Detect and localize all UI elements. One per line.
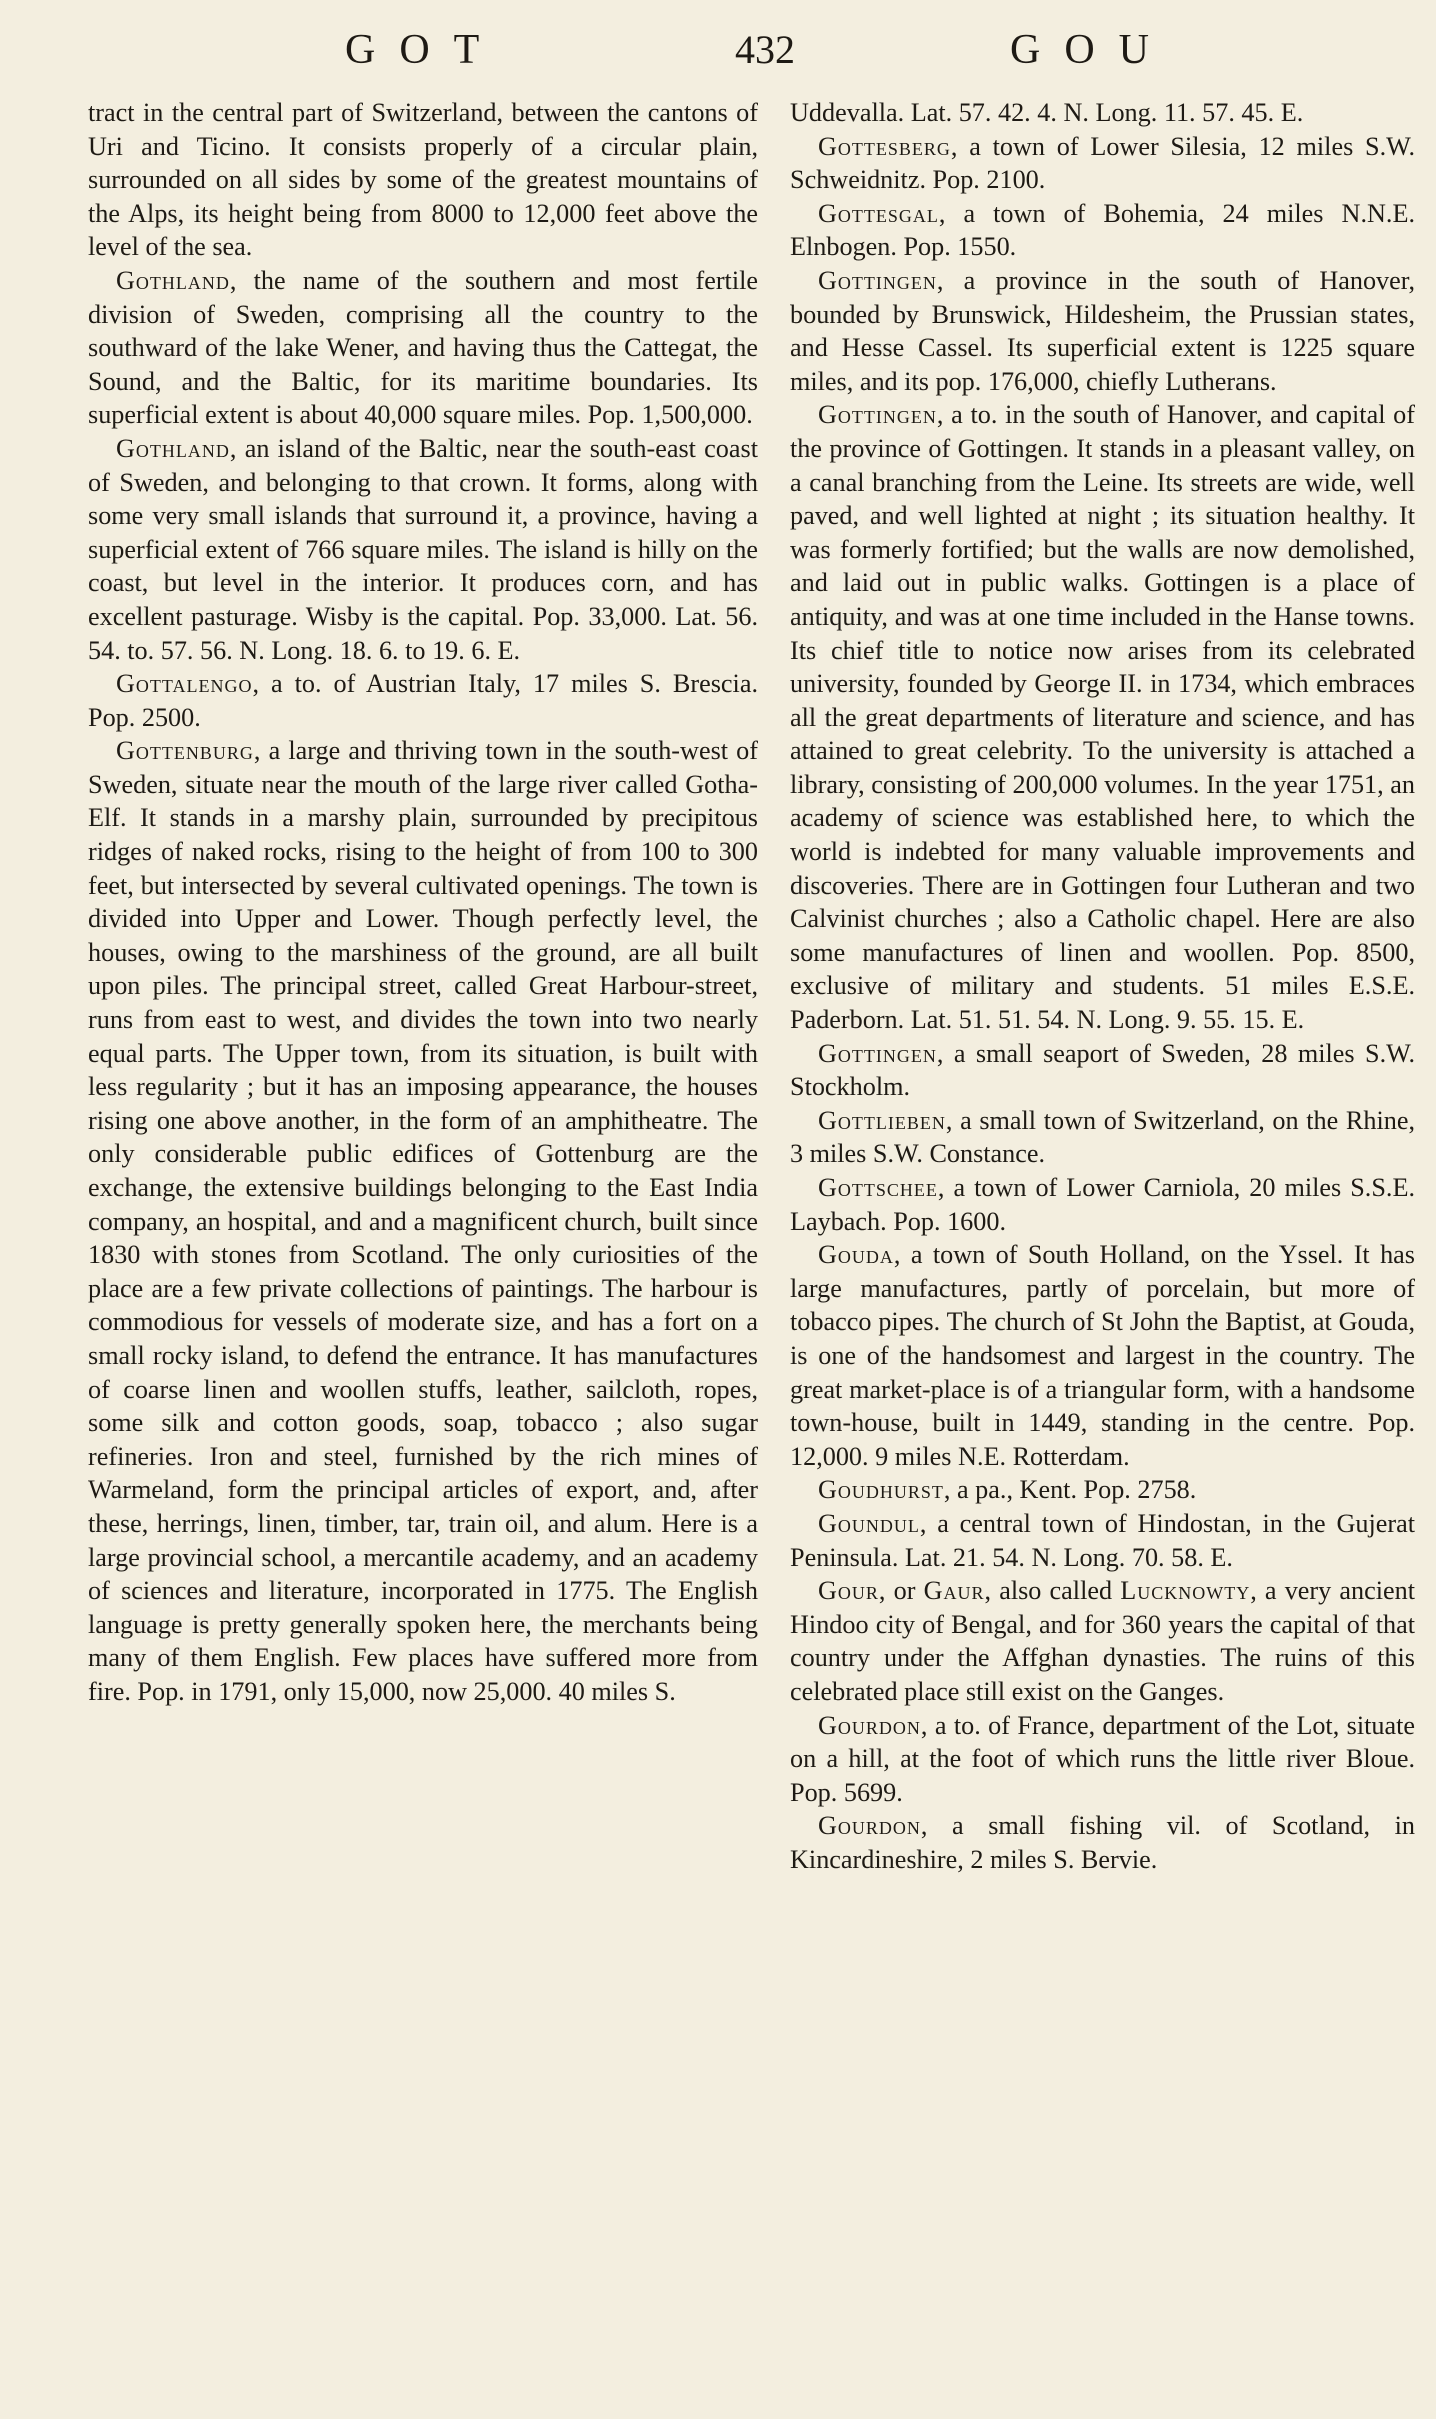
entry-headword: Gottschee (818, 1173, 938, 1202)
entry-text: , a pa., Kent. Pop. 2758. (943, 1475, 1197, 1505)
entry-gourdon-france (790, 1709, 1415, 1810)
entry-gottlieben (790, 1104, 1415, 1171)
entry-gothland-island (88, 432, 758, 667)
entry-headword: Gothland (116, 433, 230, 463)
entry-gottenburg (88, 734, 758, 1708)
entry-text: , a town of Lower Silesia, 12 miles S.W. Schweidnitz. Pop. 2100. (790, 131, 1415, 195)
entry-headword: Goundul (818, 1508, 920, 1538)
entry-gouda (790, 1238, 1415, 1473)
entry-headword: Gour (818, 1576, 879, 1606)
entry-text: , a to. of Austrian Italy, 17 miles S. Brescia. Pop. 2500. (88, 669, 758, 732)
entry-headword: Gottingen (818, 400, 937, 430)
entry-headword: Gottenburg (116, 736, 254, 766)
entry-text: Uddevalla. Lat. 57. 42. 4. N. Long. 11. 57. 45. E. (790, 98, 1304, 127)
entry-text: , a to. of France, department of the Lot, situate on a hill, at the foot of which runs the little river Bloue. Pop. 5699. (790, 1710, 1415, 1807)
entry-text: , a town of Lower Carniola, 20 miles S.S.E. Laybach. Pop. 1600. (790, 1173, 1415, 1236)
entry-headword: Gourdon (818, 1811, 921, 1841)
entry-text: , a town of Bohemia, 24 miles N.N.E. Elnbogen. Pop. 1550. (790, 198, 1415, 262)
entry-headword: Gottesberg (818, 131, 951, 161)
entry-headword: Gottesgal (818, 198, 939, 228)
entry-gourdon-scotland (790, 1809, 1415, 1876)
entry-headword: Gothland (116, 265, 230, 295)
right-column (790, 96, 1415, 1876)
entry-headword-alt: Gaur (923, 1576, 985, 1606)
entry-text: , a town of South Holland, on the Yssel. It has large manufactures, partly of porcelain, but more of tobacco pipes. The church of St John the Baptist, at Gouda, is one of the handsomest and largest in the country. The great market-place is of a triangular form, with a handsome town-house, built in 1449, standing in the centre. Pop. 12,000. 9 miles N.E. Rotterdam. (790, 1240, 1415, 1471)
entry-continuation (790, 96, 1415, 130)
entry-headword: Gottingen (818, 1038, 937, 1068)
entry-gottingen-town (790, 398, 1415, 1036)
entry-text: , an island of the Baltic, near the south-east coast of Sweden, and belonging to that crown. It forms, along with some very small islands that surround it, a province, having a superficial extent of 766 square miles. The island is hilly on the coast, but level in the interior. It produces corn, and has excellent pasturage. Wisby is the capital. Pop. 33,000. Lat. 56. 54. to. 57. 56. N. Long. 18. 6. to 19. 6. E. (88, 433, 758, 665)
entry-goundul (790, 1507, 1415, 1574)
entry-headword: Goudhurst (818, 1475, 944, 1505)
entry-gottingen-province (790, 264, 1415, 398)
entry-text: , a small town of Switzerland, on the Rhine, 3 miles S.W. Constance. (790, 1105, 1415, 1169)
entry-headword: Gourdon (818, 1710, 921, 1740)
left-column (88, 96, 758, 1709)
entry-gour (790, 1574, 1415, 1708)
entry-text: , a province in the south of Hanover, bounded by Brunswick, Hildesheim, the Prussian states, and Hesse Cassel. Its superficial extent is 1225 square miles, and its pop. 176,000, chiefly Lutherans. (790, 265, 1415, 396)
running-head-right: GOU (1010, 27, 1173, 73)
entry-text: , a very ancient Hindoo city of Bengal, and for 360 years the capital of that country under the Affghan dynasties. The ruins of this celebrated place still exist on the Ganges. (790, 1576, 1415, 1706)
entry-headword: Gottingen (818, 265, 937, 295)
entry-text: , a small seaport of Sweden, 28 miles S.W. Stockholm. (790, 1038, 1415, 1102)
entry-text: , a small fishing vil. of Scotland, in Kincardineshire, 2 miles S. Bervie. (790, 1811, 1415, 1874)
entry-gottschee (790, 1171, 1415, 1238)
entry-gottalengo (88, 667, 758, 734)
entry-headword-alt: Lucknowty (1120, 1576, 1251, 1606)
entry-text: , or (878, 1576, 924, 1606)
entry-text: , a to. in the south of Hanover, and capital of the province of Gottingen. It stands in a pleasant valley, on a canal branching from the Leine. Its streets are wide, well paved, and well lighted at night ; its situation healthy. It was formerly fortified; but the walls are now demolished, and laid out in public walks. Gottingen is a place of antiquity, and was at one time included in the Hanse towns. Its chief title to notice now arises from its celebrated university, founded by George II. in 1734, which embraces all the great departments of literature and science, and has attained to great celebrity. To the university is attached a library, consisting of 200,000 volumes. In the year 1751, an academy of science was established here, to which the world is indebted for many valuable improvements and discoveries. There are in Gottingen four Lutheran and two Calvinist churches ; also a Catholic chapel. Here are also some manufactures of linen and woollen. Pop. 8500, exclusive of military and students. 51 miles E.S.E. Paderborn. Lat. 51. 51. 54. N. Long. 9. 55. 15. E. (790, 400, 1415, 1035)
entry-gottingen-sweden (790, 1037, 1415, 1104)
running-head (0, 26, 1436, 86)
entry-gothland-division (88, 264, 758, 432)
entry-text: , a central town of Hindostan, in the Gujerat Peninsula. Lat. 21. 54. N. Long. 70. 58. E. (790, 1508, 1415, 1572)
entry-text: , the name of the southern and most fertile division of Sweden, comprising all the country to the southward of the lake Wener, and having thus the Cattegat, the Sound, and the Baltic, for its maritime boundaries. Its superficial extent is about 40,000 square miles. Pop. 1,500,000. (88, 265, 758, 430)
running-head-left: GOT (345, 27, 504, 73)
entry-text: , a large and thriving town in the south-west of Sweden, situate near the mouth of the large river called Gotha-Elf. It stands in a marshy plain, surrounded by precipitous ridges of naked rocks, rising to the height of from 100 to 300 feet, but intersected by several cultivated openings. The town is divided into Upper and Lower. Though perfectly level, the houses, owing to the marshiness of the ground, are all built upon piles. The principal street, called Great Harbour-street, runs from east to west, and divides the town into two nearly equal parts. The Upper town, from its situation, is built with less regularity ; but it has an imposing appearance, the houses rising one above another, in the form of an amphitheatre. The only considerable public edifices of Gottenburg are the exchange, the extensive buildings belonging to the East India company, an hospital, and and a magnificent church, built since 1830 with stones from Scotland. The only curiosities of the place are a few private collections of paintings. The harbour is commodious for vessels of moderate size, and has a fort on a small rocky island, to defend the entrance. It has manufactures of coarse linen and woollen stuffs, leather, sailcloth, ropes, some silk and cotton goods, soap, tobacco ; also sugar refineries. Iron and steel, furnished by the rich mines of Warmeland, form the principal articles of export, and, after these, herrings, linen, timber, tar, train oil, and alum. Here is a large provincial school, a mercantile academy, and an academy of sciences and literature, incorporated in 1775. The English language is pretty generally spoken here, the merchants being many of them English. Few places have suffered more from fire. Pop. in 1791, only 15,000, now 25,000. 40 miles S. (88, 736, 758, 1706)
entry-headword: Gottlieben (818, 1105, 946, 1135)
entry-continuation (88, 96, 758, 264)
entry-headword: Gottalengo (116, 669, 253, 699)
page-number: 432 (735, 27, 795, 72)
entry-text: tract in the central part of Switzerland, between the cantons of Uri and Ticino. It consists properly of a circular plain, surrounded on all sides by some of the greatest mountains of the Alps, its height being from 8000 to 12,000 feet above the level of the sea. (88, 98, 758, 262)
entry-headword: Gouda (818, 1240, 894, 1270)
entry-gottesgal (790, 197, 1415, 264)
entry-gottesberg (790, 130, 1415, 197)
entry-goudhurst (790, 1473, 1415, 1507)
entry-text: , also called (984, 1576, 1121, 1606)
